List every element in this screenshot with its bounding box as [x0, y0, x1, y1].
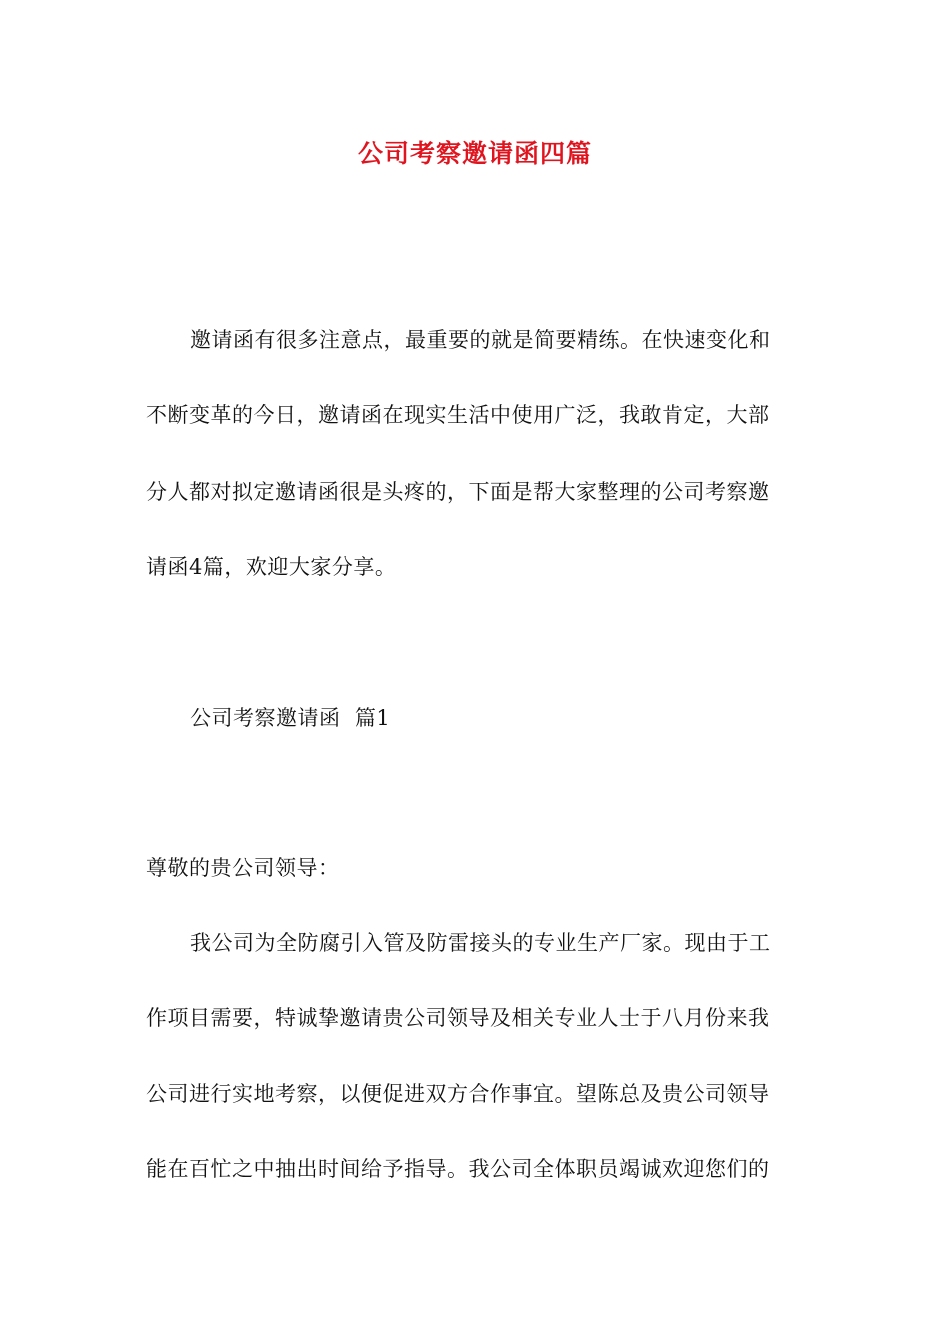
- document-title: 公司考察邀请函四篇: [357, 139, 592, 168]
- salutation: 尊敬的贵公司领导：: [146, 856, 340, 880]
- body-line-3: 公司进行实地考察，以便促进双方合作事宜。望陈总及贵公司领导: [146, 1082, 770, 1106]
- body-line-4: 能在百忙之中抽出时间给予指导。我公司全体职员竭诚欢迎您们的: [146, 1157, 770, 1181]
- intro-line-3: 分人都对拟定邀请函很是头疼的，下面是帮大家整理的公司考察邀: [146, 480, 770, 504]
- intro-line-1: 邀请函有很多注意点，最重要的就是简要精练。在快速变化和: [190, 328, 771, 352]
- body-line-2: 作项目需要，特诚挚邀请贵公司领导及相关专业人士于八月份来我: [146, 1006, 770, 1030]
- intro-line-4: 请函4篇，欢迎大家分享。: [146, 555, 397, 579]
- intro-line-2: 不断变革的今日，邀请函在现实生活中使用广泛，我敢肯定，大部: [146, 403, 770, 427]
- body-line-1: 我公司为全防腐引入管及防雷接头的专业生产厂家。现由于工: [190, 931, 771, 955]
- section-heading: 公司考察邀请函 篇1: [190, 706, 391, 730]
